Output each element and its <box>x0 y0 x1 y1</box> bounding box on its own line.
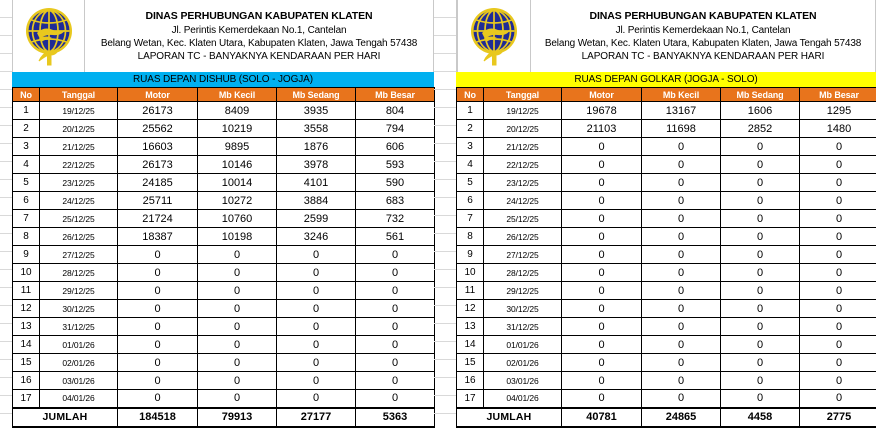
cell-motor: 0 <box>118 300 198 318</box>
cell-motor: 0 <box>562 192 642 210</box>
cell-kecil: 0 <box>642 228 721 246</box>
table-row <box>13 156 435 174</box>
table-row <box>457 372 876 390</box>
sheet-left-gutter <box>0 0 12 428</box>
cell-no: 7 <box>457 210 484 228</box>
column-header-mb-kecil: Mb Kecil <box>198 88 277 102</box>
table-row <box>457 300 876 318</box>
cell-motor: 18387 <box>118 228 198 246</box>
cell-tanggal: 29/12/25 <box>484 282 562 300</box>
cell-sedang: 0 <box>721 318 800 336</box>
cell-no: 7 <box>13 210 40 228</box>
cell-kecil: 0 <box>198 390 277 408</box>
cell-no: 3 <box>13 138 40 156</box>
cell-besar: 0 <box>356 246 435 264</box>
table-row <box>13 210 435 228</box>
cell-kecil: 0 <box>198 300 277 318</box>
cell-tanggal: 03/01/26 <box>40 372 118 390</box>
org-address-line2-left: Belang Wetan, Kec. Klaten Utara, Kabupaten Klaten, Jawa Tengah 57438 <box>100 37 418 49</box>
letterhead-left <box>12 0 434 72</box>
column-header-motor: Motor <box>562 88 642 102</box>
cell-sedang: 3884 <box>277 192 356 210</box>
table-total-row-right <box>457 408 876 427</box>
cell-motor: 0 <box>562 300 642 318</box>
cell-tanggal: 19/12/25 <box>484 102 562 120</box>
cell-no: 6 <box>13 192 40 210</box>
cell-sedang: 0 <box>277 390 356 408</box>
cell-sedang: 0 <box>721 246 800 264</box>
cell-tanggal: 30/12/25 <box>484 300 562 318</box>
cell-kecil: 0 <box>642 156 721 174</box>
cell-sedang: 0 <box>721 390 800 408</box>
cell-sedang: 1606 <box>721 102 800 120</box>
cell-sedang: 3558 <box>277 120 356 138</box>
logo-cell-right <box>457 0 531 72</box>
column-header-no: No <box>13 88 40 102</box>
cell-besar: 0 <box>356 282 435 300</box>
table-row <box>457 318 876 336</box>
table-row <box>457 120 876 138</box>
cell-motor: 0 <box>562 210 642 228</box>
table-row <box>457 354 876 372</box>
cell-tanggal: 22/12/25 <box>484 156 562 174</box>
table-header-row-right <box>457 88 876 102</box>
cell-no: 1 <box>457 102 484 120</box>
cell-sedang: 0 <box>277 318 356 336</box>
cell-besar: 0 <box>356 264 435 282</box>
cell-besar: 683 <box>356 192 435 210</box>
cell-tanggal: 31/12/25 <box>484 318 562 336</box>
cell-tanggal: 04/01/26 <box>40 390 118 408</box>
table-row <box>457 282 876 300</box>
cell-besar: 0 <box>800 390 876 408</box>
cell-sedang: 3246 <box>277 228 356 246</box>
cell-besar: 794 <box>356 120 435 138</box>
cell-no: 5 <box>13 174 40 192</box>
cell-sedang: 2599 <box>277 210 356 228</box>
cell-kecil: 8409 <box>198 102 277 120</box>
cell-motor: 0 <box>562 354 642 372</box>
cell-kecil: 0 <box>642 336 721 354</box>
total-mb-sedang-right: 4458 <box>721 408 800 427</box>
cell-kecil: 0 <box>198 282 277 300</box>
cell-motor: 0 <box>562 318 642 336</box>
cell-motor: 24185 <box>118 174 198 192</box>
cell-sedang: 0 <box>721 300 800 318</box>
table-row <box>13 336 435 354</box>
cell-no: 8 <box>457 228 484 246</box>
cell-besar: 0 <box>800 336 876 354</box>
total-mb-besar-right: 2775 <box>800 408 876 427</box>
cell-kecil: 10014 <box>198 174 277 192</box>
cell-tanggal: 01/01/26 <box>484 336 562 354</box>
cell-sedang: 0 <box>721 210 800 228</box>
table-row <box>457 138 876 156</box>
table-row <box>13 354 435 372</box>
cell-sedang: 0 <box>277 372 356 390</box>
cell-motor: 19678 <box>562 102 642 120</box>
cell-no: 8 <box>13 228 40 246</box>
cell-motor: 0 <box>562 390 642 408</box>
total-label-left: JUMLAH <box>13 408 118 427</box>
cell-tanggal: 29/12/25 <box>40 282 118 300</box>
report-title-left: LAPORAN TC - BANYAKNYA KENDARAAN PER HARI <box>137 51 381 63</box>
cell-besar: 590 <box>356 174 435 192</box>
cell-besar: 0 <box>800 192 876 210</box>
cell-sedang: 0 <box>721 336 800 354</box>
table-row <box>13 300 435 318</box>
cell-tanggal: 22/12/25 <box>40 156 118 174</box>
cell-motor: 0 <box>118 264 198 282</box>
cell-motor: 26173 <box>118 102 198 120</box>
table-row <box>457 174 876 192</box>
cell-sedang: 0 <box>277 282 356 300</box>
cell-kecil: 0 <box>642 300 721 318</box>
cell-tanggal: 04/01/26 <box>484 390 562 408</box>
cell-kecil: 0 <box>198 318 277 336</box>
cell-sedang: 0 <box>721 354 800 372</box>
cell-besar: 0 <box>800 372 876 390</box>
cell-tanggal: 25/12/25 <box>40 210 118 228</box>
total-mb-kecil-right: 24865 <box>642 408 721 427</box>
cell-besar: 0 <box>356 336 435 354</box>
cell-sedang: 0 <box>277 336 356 354</box>
cell-besar: 561 <box>356 228 435 246</box>
cell-besar: 0 <box>800 282 876 300</box>
cell-besar: 0 <box>356 390 435 408</box>
column-header-no: No <box>457 88 484 102</box>
vehicle-count-table-left <box>12 87 435 428</box>
cell-kecil: 0 <box>642 264 721 282</box>
cell-tanggal: 31/12/25 <box>40 318 118 336</box>
cell-tanggal: 02/01/26 <box>40 354 118 372</box>
cell-sedang: 1876 <box>277 138 356 156</box>
total-mb-kecil-left: 79913 <box>198 408 277 427</box>
cell-tanggal: 01/01/26 <box>40 336 118 354</box>
cell-motor: 16603 <box>118 138 198 156</box>
cell-motor: 0 <box>118 390 198 408</box>
column-header-mb-besar: Mb Besar <box>800 88 876 102</box>
cell-sedang: 0 <box>721 228 800 246</box>
org-name-left: DINAS PERHUBUNGAN KABUPATEN KLATEN <box>145 9 373 22</box>
cell-besar: 0 <box>800 138 876 156</box>
cell-kecil: 10198 <box>198 228 277 246</box>
cell-no: 16 <box>457 372 484 390</box>
logo-cell-left <box>13 0 85 72</box>
cell-besar: 0 <box>356 354 435 372</box>
vehicle-count-table-right <box>456 87 876 428</box>
cell-tanggal: 24/12/25 <box>40 192 118 210</box>
table-row <box>457 192 876 210</box>
cell-motor: 25711 <box>118 192 198 210</box>
cell-sedang: 0 <box>721 282 800 300</box>
cell-sedang: 2852 <box>721 120 800 138</box>
total-label-right: JUMLAH <box>457 408 562 427</box>
cell-motor: 0 <box>562 282 642 300</box>
org-info-right <box>531 0 875 72</box>
cell-besar: 0 <box>356 300 435 318</box>
cell-no: 5 <box>457 174 484 192</box>
cell-tanggal: 19/12/25 <box>40 102 118 120</box>
ruas-banner-right: RUAS DEPAN GOLKAR (JOGJA - SOLO) <box>456 72 876 87</box>
cell-motor: 0 <box>562 174 642 192</box>
cell-tanggal: 24/12/25 <box>484 192 562 210</box>
cell-kecil: 0 <box>642 192 721 210</box>
cell-no: 14 <box>13 336 40 354</box>
cell-kecil: 0 <box>198 336 277 354</box>
column-header-motor: Motor <box>118 88 198 102</box>
cell-tanggal: 20/12/25 <box>484 120 562 138</box>
org-name-right: DINAS PERHUBUNGAN KABUPATEN KLATEN <box>589 9 817 22</box>
report-title-right: LAPORAN TC - BANYAKNYA KENDARAAN PER HARI <box>581 51 825 63</box>
table-row <box>13 282 435 300</box>
cell-kecil: 10272 <box>198 192 277 210</box>
cell-motor: 0 <box>562 246 642 264</box>
cell-kecil: 0 <box>198 264 277 282</box>
cell-motor: 0 <box>118 318 198 336</box>
cell-kecil: 10146 <box>198 156 277 174</box>
cell-sedang: 0 <box>277 264 356 282</box>
cell-kecil: 0 <box>642 282 721 300</box>
table-row <box>13 246 435 264</box>
table-row <box>457 156 876 174</box>
cell-tanggal: 23/12/25 <box>484 174 562 192</box>
cell-no: 10 <box>13 264 40 282</box>
dishub-globe-logo-icon <box>22 5 76 67</box>
table-row <box>13 138 435 156</box>
cell-motor: 0 <box>118 246 198 264</box>
cell-motor: 0 <box>562 138 642 156</box>
cell-no: 6 <box>457 192 484 210</box>
cell-motor: 0 <box>118 354 198 372</box>
column-header-mb-besar: Mb Besar <box>356 88 435 102</box>
table-row <box>13 264 435 282</box>
table-row <box>457 228 876 246</box>
table-row <box>13 174 435 192</box>
cell-no: 2 <box>457 120 484 138</box>
cell-besar: 1480 <box>800 120 876 138</box>
dishub-globe-logo-icon <box>467 5 521 67</box>
cell-tanggal: 30/12/25 <box>40 300 118 318</box>
cell-kecil: 10760 <box>198 210 277 228</box>
total-motor-right: 40781 <box>562 408 642 427</box>
cell-kecil: 0 <box>642 354 721 372</box>
cell-besar: 0 <box>356 318 435 336</box>
cell-besar: 732 <box>356 210 435 228</box>
cell-sedang: 3935 <box>277 102 356 120</box>
report-panel-left <box>12 0 434 428</box>
total-mb-sedang-left: 27177 <box>277 408 356 427</box>
cell-sedang: 0 <box>277 246 356 264</box>
cell-kecil: 0 <box>642 246 721 264</box>
column-header-mb-kecil: Mb Kecil <box>642 88 721 102</box>
table-row <box>13 390 435 408</box>
cell-tanggal: 20/12/25 <box>40 120 118 138</box>
cell-sedang: 0 <box>721 156 800 174</box>
cell-no: 3 <box>457 138 484 156</box>
cell-besar: 1295 <box>800 102 876 120</box>
letterhead-right <box>456 0 876 72</box>
table-row <box>13 102 435 120</box>
table-body-left <box>13 102 435 408</box>
cell-no: 17 <box>457 390 484 408</box>
column-header-tanggal: Tanggal <box>484 88 562 102</box>
cell-motor: 0 <box>562 336 642 354</box>
cell-kecil: 0 <box>642 174 721 192</box>
cell-no: 9 <box>13 246 40 264</box>
cell-sedang: 0 <box>721 372 800 390</box>
cell-no: 14 <box>457 336 484 354</box>
cell-no: 9 <box>457 246 484 264</box>
cell-besar: 0 <box>356 372 435 390</box>
cell-sedang: 3978 <box>277 156 356 174</box>
cell-tanggal: 26/12/25 <box>484 228 562 246</box>
table-row <box>13 120 435 138</box>
cell-motor: 0 <box>118 372 198 390</box>
cell-motor: 25562 <box>118 120 198 138</box>
cell-motor: 21724 <box>118 210 198 228</box>
cell-no: 13 <box>13 318 40 336</box>
cell-motor: 0 <box>118 336 198 354</box>
column-header-tanggal: Tanggal <box>40 88 118 102</box>
cell-kecil: 0 <box>642 138 721 156</box>
total-motor-left: 184518 <box>118 408 198 427</box>
table-row <box>457 264 876 282</box>
cell-kecil: 0 <box>198 354 277 372</box>
cell-kecil: 0 <box>642 210 721 228</box>
cell-besar: 0 <box>800 156 876 174</box>
cell-tanggal: 03/01/26 <box>484 372 562 390</box>
cell-no: 10 <box>457 264 484 282</box>
cell-motor: 0 <box>118 282 198 300</box>
cell-besar: 0 <box>800 210 876 228</box>
table-total-row-left <box>13 408 435 427</box>
table-row <box>13 372 435 390</box>
cell-motor: 21103 <box>562 120 642 138</box>
cell-no: 12 <box>13 300 40 318</box>
cell-sedang: 4101 <box>277 174 356 192</box>
cell-sedang: 0 <box>721 264 800 282</box>
cell-kecil: 0 <box>198 246 277 264</box>
cell-sedang: 0 <box>277 354 356 372</box>
cell-besar: 606 <box>356 138 435 156</box>
org-info-left <box>85 0 433 72</box>
cell-kecil: 9895 <box>198 138 277 156</box>
cell-sedang: 0 <box>721 192 800 210</box>
cell-no: 13 <box>457 318 484 336</box>
cell-tanggal: 28/12/25 <box>40 264 118 282</box>
cell-no: 11 <box>13 282 40 300</box>
cell-sedang: 0 <box>277 300 356 318</box>
cell-kecil: 11698 <box>642 120 721 138</box>
table-row <box>457 246 876 264</box>
cell-no: 1 <box>13 102 40 120</box>
cell-no: 16 <box>13 372 40 390</box>
cell-besar: 0 <box>800 354 876 372</box>
table-row <box>457 336 876 354</box>
sheet-middle-gutter <box>434 0 456 428</box>
cell-tanggal: 27/12/25 <box>484 246 562 264</box>
cell-sedang: 0 <box>721 174 800 192</box>
table-row <box>13 318 435 336</box>
cell-no: 11 <box>457 282 484 300</box>
org-address-line2-right: Belang Wetan, Kec. Klaten Utara, Kabupaten Klaten, Jawa Tengah 57438 <box>544 37 862 49</box>
cell-besar: 0 <box>800 264 876 282</box>
org-address-line1-right: Jl. Perintis Kemerdekaan No.1, Cantelan <box>615 24 791 36</box>
cell-no: 15 <box>457 354 484 372</box>
cell-motor: 0 <box>562 156 642 174</box>
cell-no: 2 <box>13 120 40 138</box>
table-row <box>13 228 435 246</box>
cell-no: 4 <box>457 156 484 174</box>
column-header-mb-sedang: Mb Sedang <box>277 88 356 102</box>
org-address-line1-left: Jl. Perintis Kemerdekaan No.1, Cantelan <box>171 24 347 36</box>
cell-besar: 0 <box>800 228 876 246</box>
cell-kecil: 0 <box>198 372 277 390</box>
cell-motor: 0 <box>562 264 642 282</box>
column-header-mb-sedang: Mb Sedang <box>721 88 800 102</box>
cell-tanggal: 23/12/25 <box>40 174 118 192</box>
cell-no: 12 <box>457 300 484 318</box>
cell-besar: 0 <box>800 318 876 336</box>
cell-kecil: 0 <box>642 318 721 336</box>
cell-besar: 0 <box>800 174 876 192</box>
cell-no: 17 <box>13 390 40 408</box>
table-body-right <box>457 102 876 408</box>
cell-tanggal: 21/12/25 <box>40 138 118 156</box>
cell-kecil: 10219 <box>198 120 277 138</box>
cell-motor: 0 <box>562 228 642 246</box>
cell-tanggal: 02/01/26 <box>484 354 562 372</box>
cell-tanggal: 28/12/25 <box>484 264 562 282</box>
cell-tanggal: 26/12/25 <box>40 228 118 246</box>
cell-kecil: 13167 <box>642 102 721 120</box>
cell-besar: 0 <box>800 300 876 318</box>
total-mb-besar-left: 5363 <box>356 408 435 427</box>
cell-motor: 26173 <box>118 156 198 174</box>
cell-besar: 0 <box>800 246 876 264</box>
cell-besar: 593 <box>356 156 435 174</box>
report-panel-right <box>456 0 876 428</box>
cell-tanggal: 21/12/25 <box>484 138 562 156</box>
cell-tanggal: 25/12/25 <box>484 210 562 228</box>
cell-besar: 804 <box>356 102 435 120</box>
cell-kecil: 0 <box>642 372 721 390</box>
table-row <box>457 210 876 228</box>
cell-motor: 0 <box>562 372 642 390</box>
cell-sedang: 0 <box>721 138 800 156</box>
table-row <box>457 390 876 408</box>
table-header-row-left <box>13 88 435 102</box>
cell-kecil: 0 <box>642 390 721 408</box>
table-row <box>13 192 435 210</box>
cell-no: 4 <box>13 156 40 174</box>
cell-tanggal: 27/12/25 <box>40 246 118 264</box>
cell-no: 15 <box>13 354 40 372</box>
ruas-banner-left: RUAS DEPAN DISHUB (SOLO - JOGJA) <box>12 72 434 87</box>
table-row <box>457 102 876 120</box>
